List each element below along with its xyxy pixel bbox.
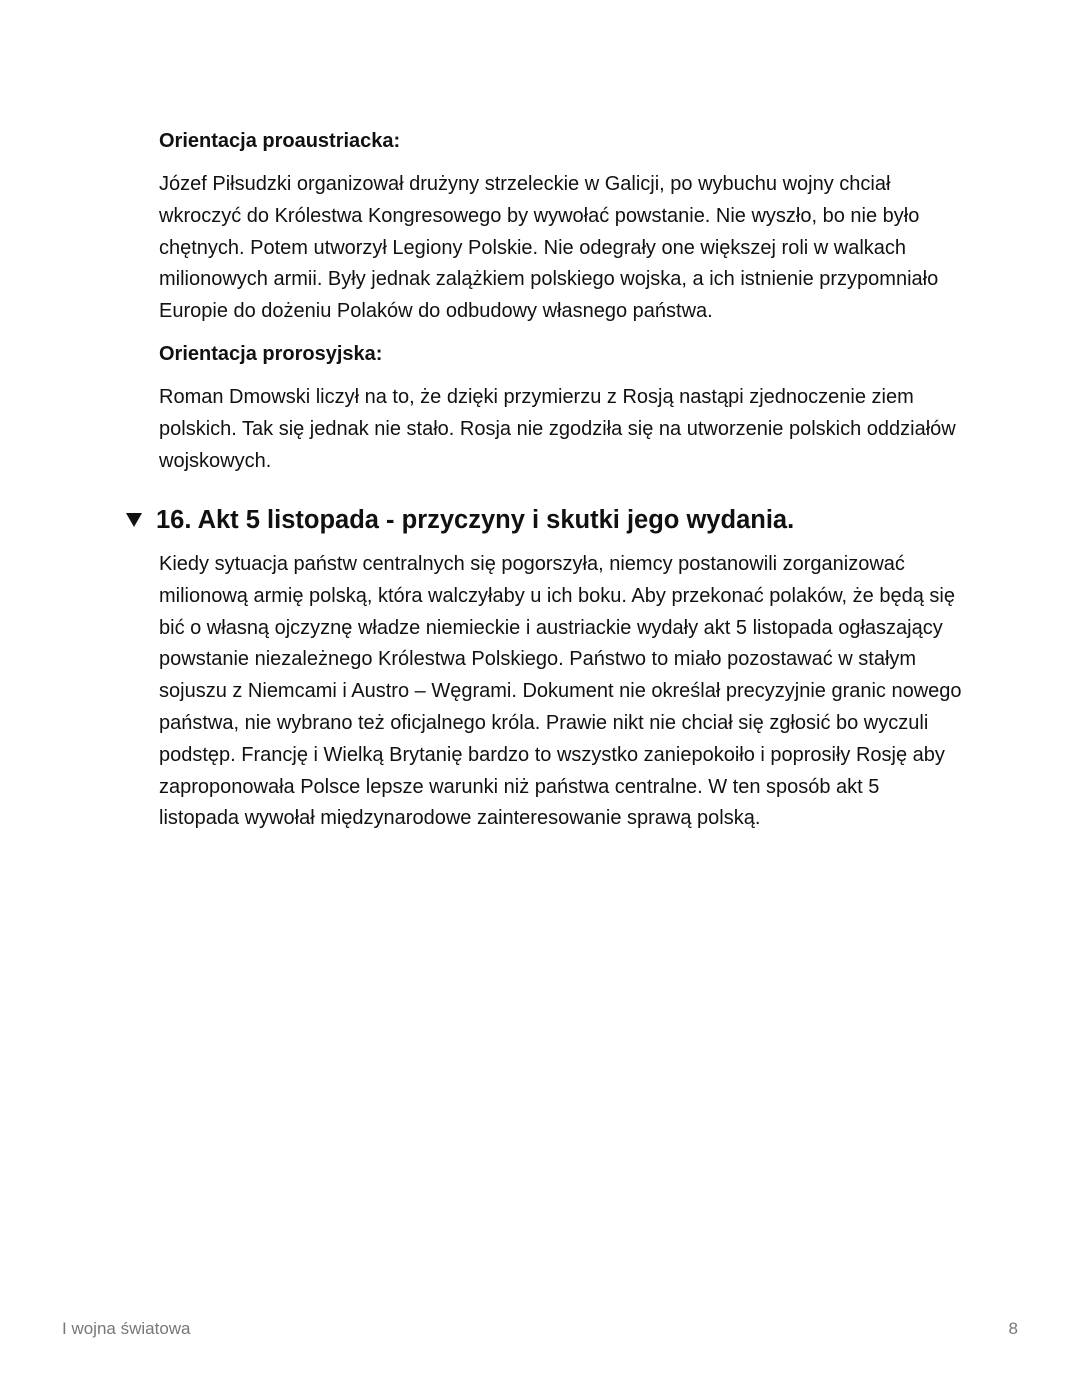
toggle-body xyxy=(124,549,964,835)
toggle-section-16 xyxy=(124,503,964,847)
triangle-down-icon[interactable] xyxy=(124,510,144,530)
paragraph-akt-5-listopada: Kiedy sytuacja państw centralnych się pogorszyła, niemcy postanowili zorganizować milionową armię polską, która walczyłaby u ich boku. Aby przekonać polaków, że będą się bić o własną ojczyznę władze niemieckie i austriackie wydały akt 5 listopada ogłaszający powstanie niezależnego Królestwa Polskiego. Państwo to miało pozostawać w stałym sojuszu z Niemcami i Austro – Węgrami. Dokument nie określał precyzyjnie granic nowego państwa, nie wybrano też oficjalnego króla. Prawie nikt nie chciał się zgłosić bo wyczuli podstęp. Francję i Wielką Brytanię bardzo to wszystko zaniepokoiło i poprosiły Rosję aby zaproponowała Polsce lepsze warunki niż państwa centralne. W ten sposób akt 5 listopada wywołał międzynarodowe zainteresowanie sprawą polską. xyxy=(159,553,962,830)
section-title: 16. Akt 5 listopada - przyczyny i skutki jego wydania. xyxy=(156,506,795,534)
section-orientacja-proaustriacka xyxy=(159,127,959,328)
page-footer xyxy=(62,1318,1018,1340)
sub-heading-prorosyjska: Orientacja prorosyjska: xyxy=(159,342,383,365)
paragraph-prorosyjska: Roman Dmowski liczył na to, że dzięki przymierzu z Rosją nastąpi zjednoczenie ziem polskich. Tak się jednak nie stało. Rosja nie zgodziła się na utworzenie polskich oddziałów wojskowych. xyxy=(159,385,956,472)
paragraph-proaustriacka: Józef Piłsudzki organizował drużyny strzeleckie w Galicji, po wybuchu wojny chciał wkroczyć do Królestwa Kongresowego by wywołać powstanie. Nie wyszło, bo nie było chętnych. Potem utworzył Legiony Polskie. Nie odegrały one większej roli w walkach milionowych armii. Były jednak zalążkiem polskiego wojska, a ich istnienie przypomniało Europie do dożeniu Polaków do odbudowy własnego państwa. xyxy=(159,173,939,323)
toggle-heading[interactable] xyxy=(124,503,964,537)
footer-document-title: I wojna światowa xyxy=(62,1319,191,1338)
section-orientacja-prorosyjska xyxy=(159,340,959,477)
page-number: 8 xyxy=(1008,1319,1018,1338)
page-content xyxy=(159,127,959,489)
sub-heading-proaustriacka: Orientacja proaustriacka: xyxy=(159,130,401,152)
